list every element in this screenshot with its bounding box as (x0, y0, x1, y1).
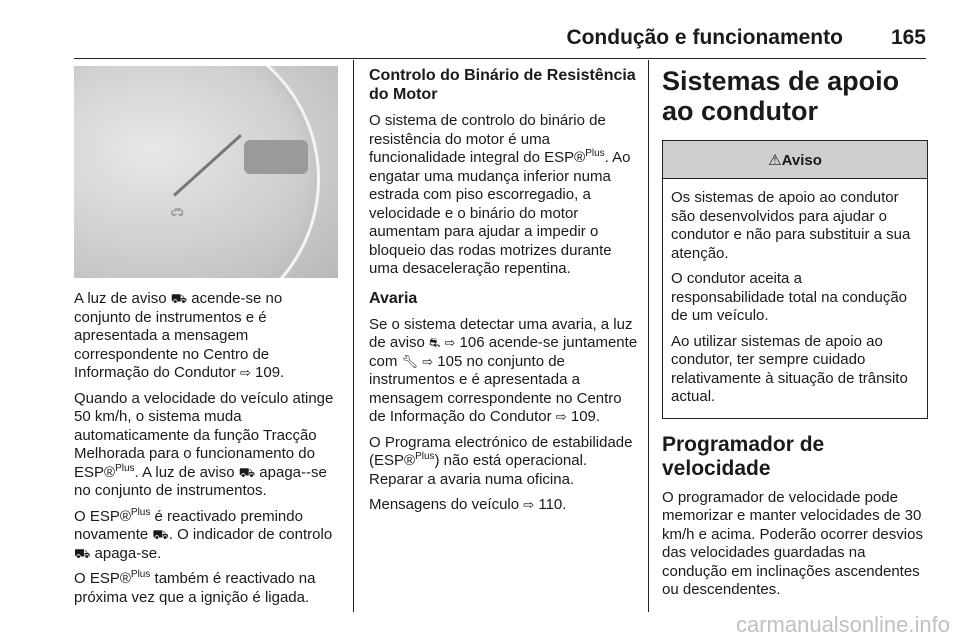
warning-body (663, 179, 927, 418)
column-1 (74, 66, 342, 614)
reference-arrow-icon: ⇨ (422, 353, 434, 369)
reference-arrow-icon: ⇨ (523, 497, 535, 512)
wrench-icon: 🔧︎ (401, 353, 419, 369)
watermark: carmanualsonline.info (735, 612, 950, 637)
paragraph: O ESP®$^{Plus}$ também é reactivado na próxima vez que a ignição é ligada. (74, 569, 316, 606)
section-heading: Controlo do Binário de Resistência do Motor (369, 67, 636, 103)
chapter-title: Sistemas de apoio ao condutor (662, 66, 900, 126)
skid-car-icon: ⛟ (152, 527, 169, 542)
reference-arrow-icon: ⇨ (239, 365, 251, 380)
column-3 (662, 66, 928, 607)
warning-header: ⚠Aviso (663, 141, 927, 179)
reference-arrow-icon: ⇨ (444, 335, 456, 350)
header-rule (74, 58, 926, 59)
instrument-cluster-photo (74, 66, 338, 278)
section-heading: Programador de velocidade (662, 432, 825, 480)
display-arrow-shape (244, 140, 308, 174)
paragraph: Mensagens do veículo ⇨ 110. (369, 496, 567, 513)
warning-paragraph: Os sistemas de apoio ao condutor são desenvolvidos para ajudar o condutor e não para substituir a sua atenção. (671, 189, 911, 262)
column-divider-1 (353, 60, 354, 612)
skid-car-icon: ⛟ (170, 291, 188, 306)
paragraph: Quando a velocidade do veículo atinge 50 km/h, o sistema muda automaticamente da função Tracção Melhorada para o funcionamento do ESP®$^{Plus}$. A luz de aviso ⛟ apaga--se no conjunto de instrumentos. (74, 389, 334, 499)
paragraph: A luz de aviso ⛟ acende-se no conjunto de instrumentos e é apresentada a mensagem correspondente no Centro de Informação do Condutor ⇨ 109. (74, 290, 285, 381)
column-divider-2 (648, 60, 649, 612)
paragraph: O ESP®$^{Plus}$ é reactivado premindo novamente ⛟. O indicador de controlo ⛟ apaga-se. (74, 506, 333, 562)
paragraph: O Programa electrónico de estabilidade (ESP®$^{Plus}$) não está operacional. Reparar a avaria numa oficina. (369, 433, 633, 488)
esp-off-icon: ⛐ (429, 335, 441, 350)
running-head (566, 26, 926, 50)
paragraph: O programador de velocidade pode memorizar e manter velocidades de 30 km/h e acima. Poderão ocorrer desvios das velocidades guardadas na condução em inclinações ascendentes ou descendentes. (662, 488, 923, 598)
page-number: 165 (890, 26, 926, 49)
skid-car-icon: ⛟ (238, 464, 256, 480)
skid-car-icon: ⛟ (74, 545, 91, 561)
column-2 (369, 66, 639, 522)
warning-paragraph: Ao utilizar sistemas de apoio ao condutor, ter sempre cuidado relativamente à situação de trânsito actual. (671, 332, 908, 405)
section-heading: Avaria (369, 289, 418, 307)
cluster-warning-lights (170, 206, 184, 219)
warning-triangle-icon: ⚠ (768, 152, 782, 169)
warning-box (662, 140, 928, 419)
skid-car-icon: 🚗︎ (170, 207, 184, 219)
reference-arrow-icon: ⇨ (555, 409, 567, 424)
paragraph: Se o sistema detectar uma avaria, a luz de aviso ⛐ ⇨ 106 acende-se juntamente com 🔧︎ ⇨ 105 no conjunto de instrumentos e é apresentada a mensagem correspondente no Centro de Informação do Condutor ⇨ 109. (369, 315, 638, 425)
warning-paragraph: O condutor aceita a responsabilidade total na condução de um veículo. (671, 270, 908, 324)
paragraph: O sistema de controlo do binário de resistência do motor é uma funcionalidade integral do ESP®$^{Plus}$. Ao engatar uma mudança inferior numa estrada com piso escorregadio, a velocidade e o binário do motor aumentam para ajudar a impedir o bloqueio das rodas motrizes durante uma desaceleração repentina. (369, 112, 631, 277)
page-header-title: Condução e funcionamento (566, 26, 843, 49)
